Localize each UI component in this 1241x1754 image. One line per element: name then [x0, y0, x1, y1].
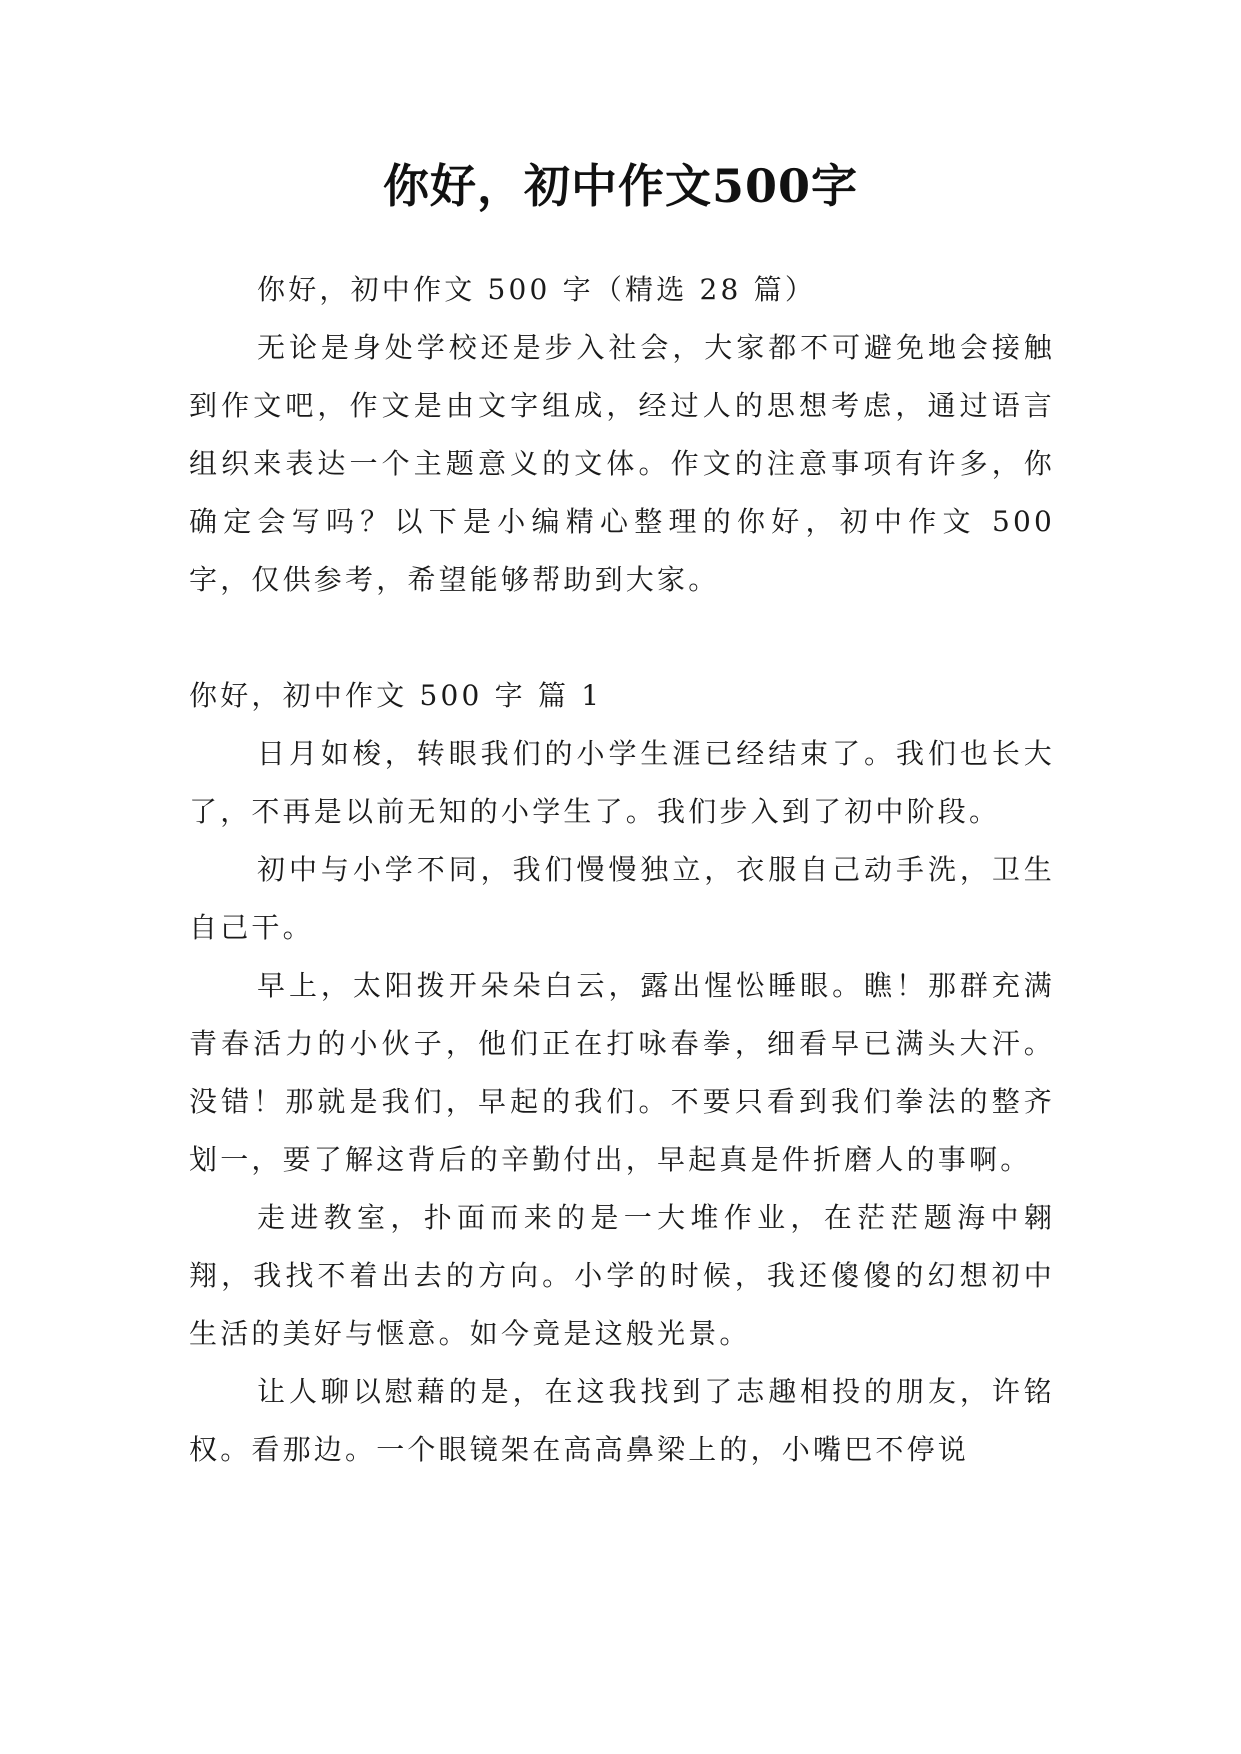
- document-title: 你好，初中作文500字: [382, 159, 859, 213]
- body-paragraph: 早上，太阳拨开朵朵白云，露出惺忪睡眼。瞧！那群充满青春活力的小伙子，他们正在打咏春拳，细看早已满头大汗。没错！那就是我们，早起的我们。不要只看到我们拳法的整齐划一，要了解这背后的辛勤付出，早起真是件折磨人的事啊。: [189, 969, 1055, 1176]
- document-body: [189, 261, 1055, 1479]
- body-paragraph: 走进教室，扑面而来的是一大堆作业，在茫茫题海中翱翔，我找不着出去的方向。小学的时候，我还傻傻的幻想初中生活的美好与惬意。如今竟是这般光景。: [189, 1201, 1055, 1350]
- section-heading: 你好，初中作文 500 字 篇 1: [189, 679, 603, 712]
- intro-paragraph: 无论是身处学校还是步入社会，大家都不可避免地会接触到作文吧，作文是由文字组成，经过人的思想考虑，通过语言组织来表达一个主题意义的文体。作文的注意事项有许多，你确定会写吗？以下是小编精心整理的你好，初中作文 500 字，仅供参考，希望能够帮助到大家。: [189, 331, 1055, 596]
- body-paragraph: 初中与小学不同，我们慢慢独立，衣服自己动手洗，卫生自己干。: [189, 853, 1055, 944]
- body-paragraph: 让人聊以慰藉的是，在这我找到了志趣相投的朋友，许铭权。看那边。一个眼镜架在高高鼻梁上的，小嘴巴不停说: [189, 1375, 1055, 1466]
- body-paragraph: 日月如梭，转眼我们的小学生涯已经结束了。我们也长大了，不再是以前无知的小学生了。我们步入到了初中阶段。: [189, 737, 1055, 828]
- document-subtitle: 你好，初中作文 500 字（精选 28 篇）: [257, 273, 817, 306]
